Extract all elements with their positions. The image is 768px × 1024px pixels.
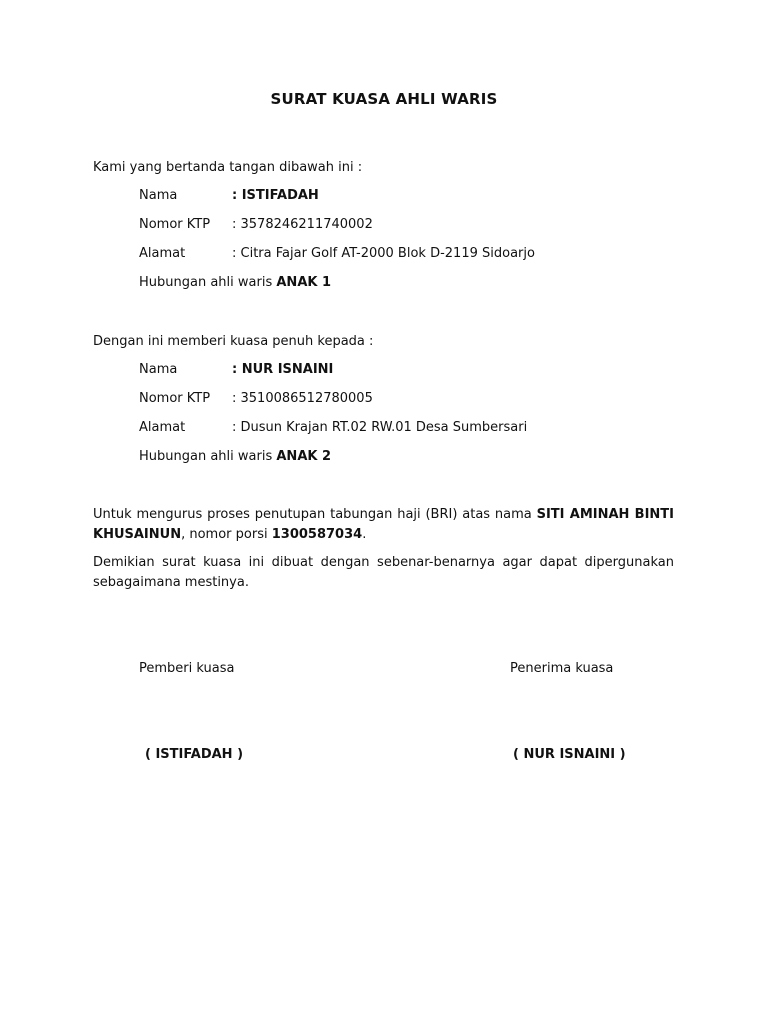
grantor-ktp-value: : 3578246211740002 xyxy=(232,217,373,232)
grantor-nama-value: : ISTIFADAH xyxy=(232,188,319,203)
purpose-text-end: . xyxy=(362,527,367,542)
purpose-paragraph xyxy=(93,505,674,545)
grantee-alamat-label: Alamat xyxy=(139,420,186,435)
intro-text: Kami yang bertanda tangan dibawah ini : xyxy=(93,160,363,175)
grantee-nama-label: Nama xyxy=(139,362,178,377)
grantee-ktp-row xyxy=(139,390,373,408)
grantee-ktp-label: Nomor KTP xyxy=(139,391,211,406)
grantee-ktp-value: : 3510086512780005 xyxy=(232,391,373,406)
grantor-alamat-label: Alamat xyxy=(139,246,186,261)
giver-name: ( ISTIFADAH ) xyxy=(145,747,244,762)
porsi-number: 1300587034 xyxy=(271,527,363,542)
receiver-name: ( NUR ISNAINI ) xyxy=(513,747,626,762)
grantor-hubungan-row xyxy=(139,274,331,292)
grantee-nama-value: : NUR ISNAINI xyxy=(232,362,334,377)
grantor-ktp-label: Nomor KTP xyxy=(139,217,211,232)
grantor-alamat-value: : Citra Fajar Golf AT-2000 Blok D-2119 Sidoarjo xyxy=(232,246,535,261)
deceased-name: SITI AMINAH BINTI KHUSAINUN xyxy=(93,507,674,542)
purpose-text-before: Untuk mengurus proses penutupan tabungan haji (BRI) atas nama xyxy=(93,507,532,522)
document-title: SURAT KUASA AHLI WARIS xyxy=(270,90,498,108)
receiver-label: Penerima kuasa xyxy=(510,661,614,676)
grantee-alamat-value: : Dusun Krajan RT.02 RW.01 Desa Sumbersari xyxy=(232,420,528,435)
grantee-hubungan-row xyxy=(139,448,331,466)
grantee-hubungan-label: Hubungan ahli waris xyxy=(139,449,273,464)
closing-paragraph: Demikian surat kuasa ini dibuat dengan sebenar-benarnya agar dapat dipergunakan sebagaimana mestinya. xyxy=(93,555,674,590)
grantee-nama-row xyxy=(139,361,333,379)
grantor-nama-row xyxy=(139,187,319,205)
grant-statement: Dengan ini memberi kuasa penuh kepada : xyxy=(93,334,374,349)
giver-label: Pemberi kuasa xyxy=(139,661,235,676)
grantor-alamat-row xyxy=(139,245,535,263)
grantor-hubungan-label: Hubungan ahli waris xyxy=(139,275,273,290)
grantee-hubungan-value: ANAK 2 xyxy=(276,449,332,464)
grantee-alamat-row xyxy=(139,419,527,437)
purpose-text-middle: , nomor porsi xyxy=(181,527,268,542)
grantor-nama-label: Nama xyxy=(139,188,178,203)
grantor-hubungan-value: ANAK 1 xyxy=(276,275,332,290)
grantor-ktp-row xyxy=(139,216,373,234)
